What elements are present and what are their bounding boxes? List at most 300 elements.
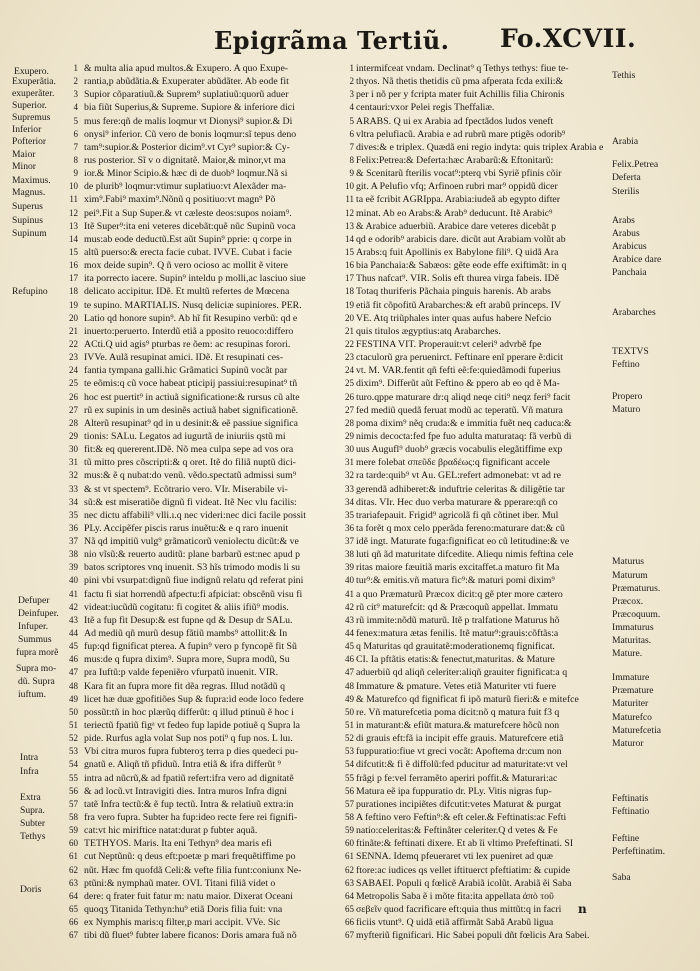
text-line: a quo Præmaturũ Præcox dicit:q gẽ pter more cætero [356,588,563,600]
text-line: fantia tympana galli.hic Grãmatici Supinũ vocãt par [84,365,288,377]
line-number: 43 [69,614,78,625]
line-number: 15 [69,246,78,257]
right-line-numbers [336,62,354,942]
line-number: 66 [345,917,354,928]
text-line: Latio qd honore supin⁹. Ab hĩ fit Resupino verbũ: qd e [84,312,298,324]
text-line: Itẽ a fup fit Desup:& est fupne qd & Desup dr SALu. [84,614,293,626]
margin-gloss: Maturor [612,737,644,749]
line-number: 61 [345,851,354,862]
margin-gloss: Maturo [612,403,641,415]
text-line: nec dictu affabili⁹ vlli.ı.q nec videri:nec dici facile possit [84,509,306,521]
margin-gloss: Præcoquum. [612,609,661,621]
line-number: 4 [349,102,354,113]
margin-gloss: Arabice dare [612,253,662,265]
margin-gloss: Mature. [612,648,643,660]
text-line: Alterũ resupinat⁹ qd in u desinit:& eẽ passiue significa [84,417,299,429]
text-line: CI. Ia pftãtis etatis:& fenectut,maturitas. & Mature [356,654,555,666]
text-line: turo.qppe maturare dr:q aliqd neqe citi⁹ neqz feri⁹ facit [356,391,571,403]
line-number: 19 [345,299,354,310]
line-number: 8 [73,154,78,165]
text-line: IVVe. Aulã resupinat amici. IDẽ. Et resupinati ces- [84,352,284,364]
line-number: 55 [69,772,78,783]
text-line: cat:vt hic miriftice natat:durat p fubter aquã. [84,825,258,837]
text-line: thyos. Nã thetis thetidis cũ pma afperata fcda exili:& [356,76,564,88]
line-number: 29 [69,430,78,441]
text-line: frãgi p fe:vel ferramẽto aperiri poffit.& Maturari:ac [356,772,558,784]
margin-gloss: Subter [20,818,46,830]
text-line: in maturant:& efiũt matura.& maturefcere hõcũ non [356,720,560,732]
line-number: 22 [345,338,354,349]
line-number: 43 [345,614,354,625]
line-number: 52 [345,733,354,744]
text-line: dere: q frater fuit fatur m: natu maior. Dixerat Oceani [84,890,293,902]
text-line: pei⁹.Fit a Sup Super.& vt cæleste deos:supos noiam⁹. [84,207,292,219]
line-number: 28 [345,417,354,428]
text-line: FESTINA VIT. Properauit:vt celeri⁹ advrbẽ fpe [356,338,542,350]
margin-gloss: Felix.Petrea [612,159,659,171]
line-number: 63 [69,877,78,888]
line-number: 48 [69,680,78,691]
line-number: 34 [69,496,78,507]
margin-gloss: Superior. [12,100,47,112]
line-number: 25 [69,378,78,389]
line-number: 8 [349,154,354,165]
line-number: 38 [345,549,354,560]
line-number: 1 [73,63,78,73]
line-number: 62 [345,864,354,875]
text-line: per i nõ per y fcripta mater fuit Achillis filia Chironis [356,89,565,101]
text-line: q Maturitas qd grauitatẽ:moderationemq fignificat. [356,641,555,653]
line-number: 39 [69,562,78,573]
line-number: 62 [69,864,78,875]
line-number: 9 [349,168,354,179]
line-number: 67 [69,930,78,941]
text-line: Matura eẽ ipa fuppuratio dr. PLy. Vitis nigras fup- [356,785,552,797]
margin-gloss: Immature [612,672,650,684]
margin-gloss: Arabia [612,135,639,147]
page-title: Epigrãma Tertiũ. [214,26,450,55]
line-number: 35 [345,509,354,520]
text-line: ftore:ac iudices qs vellet iftituerct pfeftiatim: & cupide [356,864,571,876]
text-line: Ad mediũ qñ murũ desup fãtiũ mambs⁹ attollit:& In [84,628,288,640]
text-line: tur⁹:& emitis.vñ matura fic⁹:& maturi pomi dixim⁹ [356,575,555,587]
line-number: 54 [345,759,354,770]
text-line: hoc est puertit⁹ in actiuã significatione:& rursus cũ alte [84,391,300,403]
line-number: 27 [69,404,78,415]
line-number: 2 [349,76,354,87]
margin-gloss: Præcox. [612,595,644,607]
line-number: 20 [69,312,78,323]
margin-gloss: Deferta [612,172,641,184]
text-line: xim⁹.Fabi⁹ maxim⁹.Nõnũ q positiuo:vt magn⁹ Põ [84,194,276,206]
line-number: 27 [345,404,354,415]
line-number: 26 [69,391,78,402]
line-number: 3 [349,89,354,100]
line-number: 29 [345,430,354,441]
text-line: Arabs:q fuit Apollinis ex Babylone fili⁹. Q uidã Ara [356,246,559,258]
line-number: 64 [345,890,354,901]
text-line: bia Panchaia:& Sabæos: gẽte eode effe exiftimãt: in q [356,260,567,272]
text-line: licet hæ duæ gpofitiões Sup & fupra:id eode loco federe [84,693,304,705]
text-line: ftinãte:& feftinati dixere. Et ab ĩi vltimo Prefeftinati. SI [356,838,574,850]
line-number: 33 [69,483,78,494]
text-line: tatẽ Infra tectũ:& ẽ fup tectũ. Intra & relatiuũ extra:in [84,798,294,810]
margin-gloss: Maturefco [612,711,652,723]
text-line: & ad locũ.vt Intravigiti dies. Intra muros Infra digni [84,785,287,797]
line-number: 60 [345,838,354,849]
right-text-column [356,62,610,942]
line-number: 61 [69,851,78,862]
text-line: pide. Rurfus agla volat Sup nos poti⁹ q fup nos. L luı. [84,733,293,745]
margin-gloss: Arabus [612,227,640,239]
line-number: 18 [69,286,78,297]
line-number: 31 [69,457,78,468]
left-text-column [84,62,350,942]
margin-gloss: Præmature [612,685,654,697]
margin-gloss: Tethys [20,831,46,843]
text-line: bia fiũt Superius,& Supreme. Supiore & inferiore dici [84,102,295,114]
text-line: Itẽ Super⁹:ita eni veteres dicebãt:quẽ nũc Supinũ voca [84,220,296,232]
line-number: 5 [73,115,78,126]
text-line: ex Nymphis maris:q filter,p mari accipit. VVe. Sic [84,917,281,929]
text-line: Immature & pmature. Vetes etiã Maturiter vti fuere [356,680,557,692]
line-number: 44 [345,628,354,639]
margin-gloss: Præmaturus. [612,582,661,594]
text-line: difcutit:& fi ẽ diffolũ:fed pducitur ad maturitate:vt vel [356,759,568,771]
margin-gloss: Maturitas. [612,635,652,647]
line-number: 15 [345,246,354,257]
text-line: ra tarde:quib⁹ vt Au. GEL:refert admonebat: vt ad re [356,470,561,482]
text-line: tibi dũ fluet⁹ fubter labere ficanos: Doris amara fuã nõ [84,930,297,942]
text-line: ior.& Minor Scipio.& hæc di de duob⁹ loqmur.Nã si [84,168,288,180]
text-line: ptũni:& nymphaũ mater. OVI. Titani filiã videt o [84,877,276,889]
text-line: inuerto:peruerto. Interdũ etiã a pposito reuoco:differo [84,325,294,337]
text-line: & Scenitarũ fterilis vocat⁹:pterq vbi Syriẽ pfinis cõir [356,168,562,180]
margin-gloss: Arabicus [612,240,647,252]
line-number: 7 [349,141,354,152]
line-number: 58 [69,812,78,823]
line-number: 39 [345,562,354,573]
line-number: 38 [69,549,78,560]
line-number: 20 [345,312,354,323]
line-number: 6 [349,128,354,139]
line-number: 33 [345,483,354,494]
line-number: 57 [345,798,354,809]
text-line: Vbi citra muros fupra fubteroʒ terra p dies quedeci pu- [84,746,299,758]
text-line: vltra pelufiacũ. Arabia e ad rubrũ mare ptigẽs odorib⁹ [356,128,566,140]
line-number: 65 [345,904,354,914]
text-line: intermifceat vndam. Declinat⁹ q Tethys tethys: fiue te- [356,63,569,74]
text-line: purationes incipiẽtes difcutit:vetes Maturat & purgat [356,798,562,810]
line-number: 50 [69,706,78,717]
text-line: fed mediũ quedã feruat modũ ac teperatũ. Vñ matura [356,404,563,416]
margin-gloss: Feftinatio [612,806,650,818]
text-line: Supior cõparatiuũ.& Suprem⁹ suplatiuũ:quorũ aduer [84,89,289,101]
text-line: gerendã adhiberet:& induftrie celeritas & diligẽtie tar [356,483,565,495]
text-line: etiã fit cõpofitũ Arabarches:& eft arabũ princeps. IV [356,299,562,311]
text-line: idẽ ingt. Maturate fuga:fignificat eo cũ letitudine:& ve [356,536,570,548]
margin-gloss: Saba [612,872,631,884]
line-number: 12 [69,207,78,218]
text-line: A feftino vero Feftin⁹:& eft celer.& Feftinatis:ac Fefti [356,812,567,824]
line-number: 37 [345,536,354,547]
margin-gloss: Tethis [612,69,636,81]
text-line: dixim⁹. Differũt aũt Feftino & ppero ab eo qd ẽ Ma- [356,378,560,390]
line-number: 47 [345,667,354,678]
text-line: rũ immite:nõdũ maturũ. Itẽ p tralfatione Maturus hõ [356,614,560,626]
line-number: 5 [349,115,354,126]
line-number: 51 [69,720,78,731]
margin-gloss: Pofterior [12,135,47,147]
margin-gloss: Feftine [612,832,640,844]
line-number: 36 [345,522,354,533]
line-number: 45 [345,641,354,652]
line-number: 63 [345,877,354,888]
line-number: 2 [73,76,78,87]
text-line: Kara fit an fupra more fit dẽa regras. Illud notãdũ q [84,680,286,692]
text-line: tũ mitto pres cõscripti:& q oret. Itẽ do filiã nuptũ dici- [84,457,296,469]
line-number: 31 [345,457,354,468]
line-number: 67 [345,930,354,941]
text-line: ACti.Q uid agis⁹ pturbas re õem: ac resupinas forori. [84,338,291,350]
line-number: 30 [69,444,78,455]
line-number: 13 [345,220,354,231]
line-number: 24 [69,365,78,376]
margin-gloss: Maior [12,148,36,160]
line-number: 14 [345,233,354,244]
margin-gloss: TEXTVS [612,346,649,358]
line-number: 65 [69,904,78,914]
margin-gloss: Maturiter [612,698,649,710]
margin-gloss: Arabarches [612,306,656,318]
text-line: vt. M. VAR.fentit qñ fefti eẽ:fe:quiedãmodi fuperius [356,365,561,377]
line-number: 7 [73,141,78,152]
line-number: 12 [345,207,354,218]
line-number: 50 [345,706,354,717]
text-line: PLy. Accipẽfer piscis rarus inuẽtu:& e q raro inuenit [84,522,289,534]
line-number: 30 [345,444,354,455]
text-line: ficiis vtunt⁹. Q uidã etiã affirmãt Sabã Arabũ ligua [356,917,554,929]
signature-mark: n [578,902,587,916]
text-line: minat. Ab eo Arabs:& Arab⁹ deducunt. Itẽ Arabic⁹ [356,207,553,219]
text-line: trariafepauit. Frigid⁹ agricolã fi qñ cõtinet iber. Mul [356,509,559,521]
line-number: 49 [69,693,78,704]
margin-gloss: Superus [12,201,43,213]
line-number: 23 [345,352,354,363]
text-line: rantia,p abũdãtia.& Exuperater abũdãter. Ab eode fit [84,76,289,88]
margin-gloss: Supinum [12,227,47,239]
text-line: & Maturefco qd fignificat fi ipõ maturũ fieri:& e mitefce [356,693,579,705]
text-line: fuppuratio:fiue vt greci vocãt: Apoftema dr:cum non [356,746,562,758]
line-number: 45 [69,641,78,652]
margin-gloss: Maturefcetia [612,724,662,736]
text-line: re. Vñ maturefcetia poma dicit:nõ q matura fuit f3 q [356,706,560,718]
text-line: ta eẽ fcribit AGRIppa. Arabia:iudeã ab egypto difter [356,194,561,206]
text-line: mox deide supin⁹. Q ñ vero ocioso ac mollit ẽ vitere [84,260,288,272]
margin-gloss: Inferior [12,123,42,135]
text-line: te supino. MARTIALIS. Nusq deliciæ supiniores. PER. [84,299,302,311]
line-number: 54 [69,759,78,770]
line-number: 19 [69,299,78,310]
folio-number: Fo.XCVII. [500,24,637,53]
text-line: nimis decocta:fed fpe fuo adulta maturataq: fã verbũ di [356,430,572,442]
text-line: mus:ab eode deductũ.Est aũt Supin⁹ pprie: q corpe in [84,233,292,245]
text-line: Nã qd impitiũ vulg⁹ grãmaticorũ veniolectu dicũt:& ve [84,536,299,548]
text-line: & st vt spectem⁹. Ecõtrario vero. VIr. Miserabile vi- [84,483,288,495]
text-line: dives:& e triplex. Quædã eni regio indyta: quis triplex Arabia e [356,141,604,153]
text-line: pra Iuftũ:p valde fepeniẽro vfurpatũ inuenit. VIR. [84,667,279,679]
margin-gloss: Doris [20,883,42,895]
line-number: 10 [69,181,78,192]
text-line: ritas maiore fæuitiã maris excitaffet.a maturo fit Ma [356,562,560,574]
margin-gloss: Feftino [612,359,640,371]
margin-gloss: Supinus [12,214,43,226]
line-number: 46 [345,654,354,665]
line-number: 32 [69,470,78,481]
text-line: Metropolis Saba ẽ i mõte fita:ita appellata ἀπὸ τοῦ [356,890,554,902]
line-number: 32 [345,470,354,481]
line-number: 22 [69,338,78,349]
text-line: σεβεῖν quod facrificare eft:quia thus mittũt:q in facri [356,904,562,915]
line-number: 23 [69,352,78,363]
text-line: aduerbiũ qd aliqñ celeriter:aliqñ grauiter fignificat:a q [356,667,568,679]
text-line: uus Augufl⁹ duob⁹ græcis vocabulis elegãtiffime exp [356,444,563,456]
line-number: 18 [345,286,354,297]
text-line: nũt. Hæc fm quofdã Celi:& vefte filia funt:coniunx Ne- [84,864,302,876]
text-line: ctaculorũ gra peruenirct. Feftinare enĩ pperare ẽ:dicit [356,352,563,364]
margin-gloss: Immaturus [612,622,654,634]
text-line: Felix:Petrea:& Deferta:hæc Arabarũ:& Eftonitarũ: [356,154,554,166]
margin-gloss: Extra [20,791,41,803]
line-number: 59 [69,825,78,836]
text-line: teriectũ fpatiũ figᵃ vt fedeo fup lapide potiuẽ q Supra la [84,720,300,732]
line-number: 21 [345,325,354,336]
text-line: gnatũ e. Aliqñ tñ pfiduũ. Intra etiã & ifra differũt ⁹ [84,759,281,771]
text-line: tam⁹:supior.& Posterior dicim⁹.vt Cyr⁹ supior:& Cy- [84,141,290,153]
margin-gloss: exuperãter. [12,88,55,100]
line-number: 42 [345,601,354,612]
line-number: 48 [345,680,354,691]
line-number: 37 [69,536,78,547]
text-line: Thus nafcat⁹. VIR. Solis eft thurea virga fabeis. IDẽ [356,273,560,285]
margin-gloss: fupra morẽ [16,647,59,659]
line-number: 53 [345,746,354,757]
left-line-numbers [58,62,78,942]
text-line: luti qñ ãd maturitate difcedite. Aliequ nimis feftina cele [356,549,574,561]
margin-gloss: Perfeftinatim. [612,845,666,857]
text-line: poma dixim⁹ nẽq cruda:& e immitia fuẽt neq caduca:& [356,417,572,429]
text-line: & Arabice aduerbiũ. Arabice dare veteres dicebãt p [356,220,557,232]
margin-gloss: dũ. Supra [18,676,55,688]
text-line: & multa alia apud multos.& Exupero. A quo Exupe- [84,63,289,74]
line-number: 36 [69,522,78,533]
line-number: 35 [69,509,78,520]
line-number: 25 [345,378,354,389]
margin-gloss: iuftum. [18,689,46,701]
line-number: 4 [73,102,78,113]
line-number: 14 [69,233,78,244]
text-line: nio vĩsũ:& reuerto auditũ: plane barbarũ est:nec apud p [84,549,301,561]
line-number: 55 [345,772,354,783]
text-line: di grauis eft:fã ia incipit effe grauis. Maturefcere etiã [356,733,564,745]
text-line: quoqʒ Titanida Tethyn:hu⁹ etiã Doris filia fuit: vna [84,904,283,915]
line-number: 49 [345,693,354,704]
line-number: 26 [345,391,354,402]
line-number: 40 [345,575,354,586]
margin-gloss: Maximus. [12,175,51,187]
margin-gloss: Panchaia [612,267,647,279]
line-number: 17 [345,273,354,284]
line-number: 17 [69,273,78,284]
margin-gloss: Maturum [612,569,648,581]
text-line: de plurib⁹ loqmur:vtimur suplatiuo:vt Alexãder ma- [84,181,287,193]
margin-gloss: Exupero. [14,65,49,77]
text-line: qd e odorib⁹ arabicis dare. dicũt aut Arabiam volũt ab [356,233,566,245]
margin-gloss: Sterilis [612,185,640,197]
margin-gloss: Minor [12,160,36,172]
text-line: rus posterior. Sĩ v o dignitatẽ. Maior,& minor,vt ma [84,154,286,166]
line-number: 41 [69,588,78,599]
text-line: te eõmis:q cũ voce habeat pticipij passiui:resupinat⁹ tñ [84,378,298,390]
margin-gloss: Feftinatis [612,793,649,805]
text-line: VE. Atq triũphales inter quas aufus habere Nefcio [356,312,552,324]
margin-gloss: Summus [18,634,52,646]
text-line: git. A Pelufio vfq; Arfinoen rubri mar⁹ oppidũ dicer [356,181,558,193]
line-number: 1 [349,63,354,73]
text-line: delicato accipitur. IDẽ. Et multũ refertes de Mœcena [84,286,290,298]
line-number: 11 [345,194,354,205]
margin-gloss: Deinfuper. [18,607,59,619]
line-number: 56 [345,785,354,796]
text-line: ita porrecto iacere. Supin⁹ inteldu p molli,ac lasciuo siue [84,273,306,285]
line-number: 44 [69,628,78,639]
margin-gloss: Magnus. [12,186,46,198]
text-line: intra ad nũcrũ,& ad fpatiũ refert:ifra vero ad dignitatẽ [84,772,294,784]
text-line: myfteriũ fignificari. Hic Sabei populi dñt fœlicis Ara Sabei. [356,930,590,942]
text-line: centauri:vxor Pelei regis Theffaliæ. [356,102,495,114]
text-line: SENNA. Idemq pfeueraret vti lex pueniret ad quæ [356,851,553,863]
line-number: 40 [69,575,78,586]
line-number: 34 [345,496,354,507]
line-number: 10 [345,181,354,192]
line-number: 57 [69,798,78,809]
margin-gloss: Intra [20,752,39,764]
text-line: mus:de q fupra dixim⁹. Supra more, Supra modũ, Su [84,654,290,666]
text-line: TETHYOS. Maris. Ita eni Tethyn⁹ dea maris efi [84,838,272,850]
line-number: 42 [69,601,78,612]
text-line: cut Neptũnũ: q deus eft:poetæ p mari frequẽtiffime po [84,851,296,863]
text-line: fenex:matura ætas fenilis. Itẽ matur⁹:grauis:cõftãs:a [356,628,559,640]
margin-gloss: Arabs [612,214,635,226]
line-number: 16 [345,260,354,271]
line-number: 46 [69,654,78,665]
margin-gloss: Supra. [20,804,45,816]
line-number: 24 [345,365,354,376]
margin-gloss: Defuper [18,594,50,606]
text-line: rũ ex supinis in um desinẽs actiuã habet significationẽ. [84,404,299,416]
text-line: sũ:& est miseratiõe dignũ fi videat. Itẽ Nec vlu facilis: [84,496,297,508]
text-line: tionis: SALu. Legatos ad iugurtã de iniuriis qstũ mi [84,430,286,442]
text-line: possũt:tñ in hoc plærũq differũt: q illud ptinuũ ẽ hoc i [84,706,294,718]
text-line: ditas. VIr. Hec duo verba maturare & pperare:qñ co [356,496,558,508]
margin-gloss: Infra [20,765,39,777]
line-number: 51 [345,720,354,731]
line-number: 59 [345,825,354,836]
text-line: fup:qd fignificat pterea. A fupin⁹ vero p fyncopẽ fit Sũ [84,641,297,653]
text-line: mus fere:qñ de malis loqmur vt Dionysi⁹ supior.& Di [84,115,293,127]
text-line: Totaq thuriferis Pãchaia pinguis harenis. Ab arabs [356,286,551,298]
text-line: mus:& ẽ q nubat:do venũ. vẽdo.spectatũ admissi sum⁹ [84,470,297,482]
